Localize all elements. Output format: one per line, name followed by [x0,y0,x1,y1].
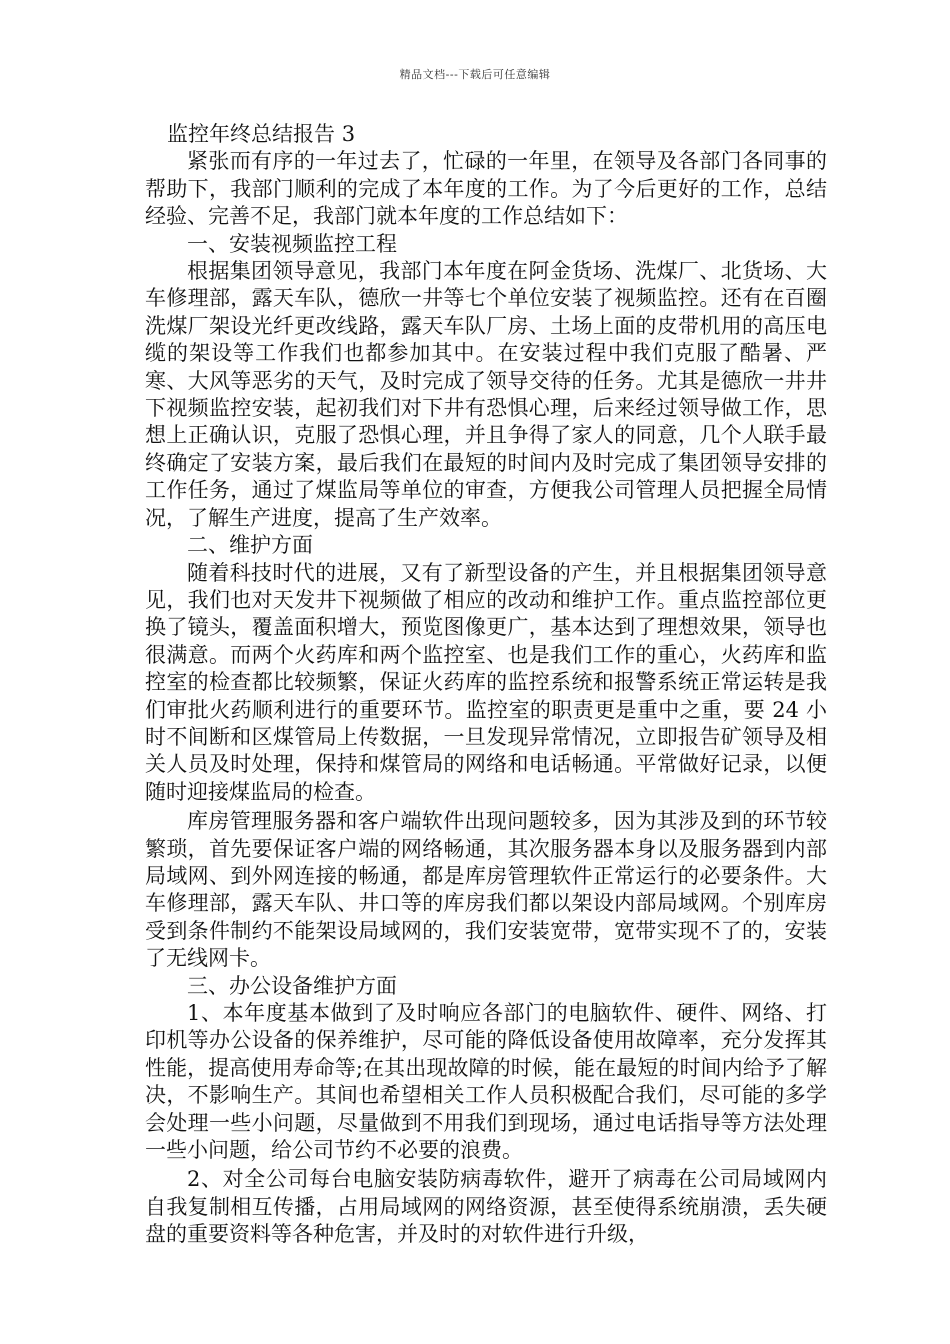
section-2-paragraph-1: 随着科技时代的进展，又有了新型设备的产生，并且根据集团领导意见，我们也对天发井下视频做了相应的改动和维护工作。重点监控部位更换了镜头，覆盖面积增大，预览图像更广，基本达到了理想效果，领导也很满意。而两个火药库和两个监控室、也是我们工作的重心，火药库和监控室的检查都比较频繁，保证火药库的监控系统和报警系统正常运转是我们审批火药顺利进行的重要环节。监控室的职责更是重中之重，要 24 小时不间断和区煤管局上传数据，一旦发现异常情况，立即报告矿领导及相关人员及时处理，保持和煤管局的网络和电话畅通。平常做好记录，以便随时迎接煤监局的检查。 [145,560,827,804]
document-title: 监控年终总结报告 3 [167,122,356,146]
section-3-paragraph-1: 1、本年度基本做到了及时响应各部门的电脑软件、硬件、网络、打印机等办公设备的保养维护，尽可能的降低设备使用故障率，充分发挥其性能，提高使用寿命等;在其出现故障的时候，能在最短的时间内给予了解决，不影响生产。其间也希望相关工作人员积极配合我们，尽可能的多学会处理一些小问题，尽量做到不用我们到现场，通过电话指导等方法处理一些小问题，给公司节约不必要的浪费。 [145,1001,827,1163]
page-header-note: 精品文档---下载后可任意编辑 [399,68,551,81]
section-heading-3: 三、办公设备维护方面 [187,973,397,998]
document-body [145,121,827,1249]
section-2-paragraph-2: 库房管理服务器和客户端软件出现问题较多，因为其涉及到的环节较繁琐，首先要保证客户端的网络畅通，其次服务器本身以及服务器到内部局域网、到外网连接的畅通，都是库房管理软件正常运行的必要条件。大车修理部，露天车队、井口等的库房我们都以架设内部局域网。个别库房受到条件制约不能架设局域网的，我们安装宽带，宽带实现不了的，安装了无线网卡。 [145,809,827,971]
section-heading-2: 二、维护方面 [187,533,313,558]
section-heading-1: 一、安装视频监控工程 [187,231,397,256]
section-1-paragraph: 根据集团领导意见，我部门本年度在阿金货场、洗煤厂、北货场、大车修理部，露天车队，德欣一井等七个单位安装了视频监控。还有在百圈洗煤厂架设光纤更改线路，露天车队厂房、土场上面的皮带机用的高压电缆的架设等工作我们也都参加其中。在安装过程中我们克服了酷暑、严寒、大风等恶劣的天气，及时完成了领导交待的任务。尤其是德欣一井井下视频监控安装，起初我们对下井有恐惧心理，后来经过领导做工作，思想上正确认识，克服了恐惧心理，并且争得了家人的同意，几个人联手最终确定了安装方案，最后我们在最短的时间内及时完成了集团领导安排的工作任务，通过了煤监局等单位的审查，方便我公司管理人员把握全局情况，了解生产进度，提高了生产效率。 [145,259,827,530]
intro-paragraph: 紧张而有序的一年过去了，忙碌的一年里，在领导及各部门各同事的帮助下，我部门顺利的完成了本年度的工作。为了今后更好的工作，总结经验、完善不足，我部门就本年度的工作总结如下： [145,149,827,229]
section-3-paragraph-2: 2、对全公司每台电脑安装防病毒软件，避开了病毒在公司局域网内自我复制相互传播，占用局域网的网络资源，甚至使得系统崩溃，丢失硬盘的重要资料等各种危害，并及时的对软件进行升级， [145,1167,827,1247]
